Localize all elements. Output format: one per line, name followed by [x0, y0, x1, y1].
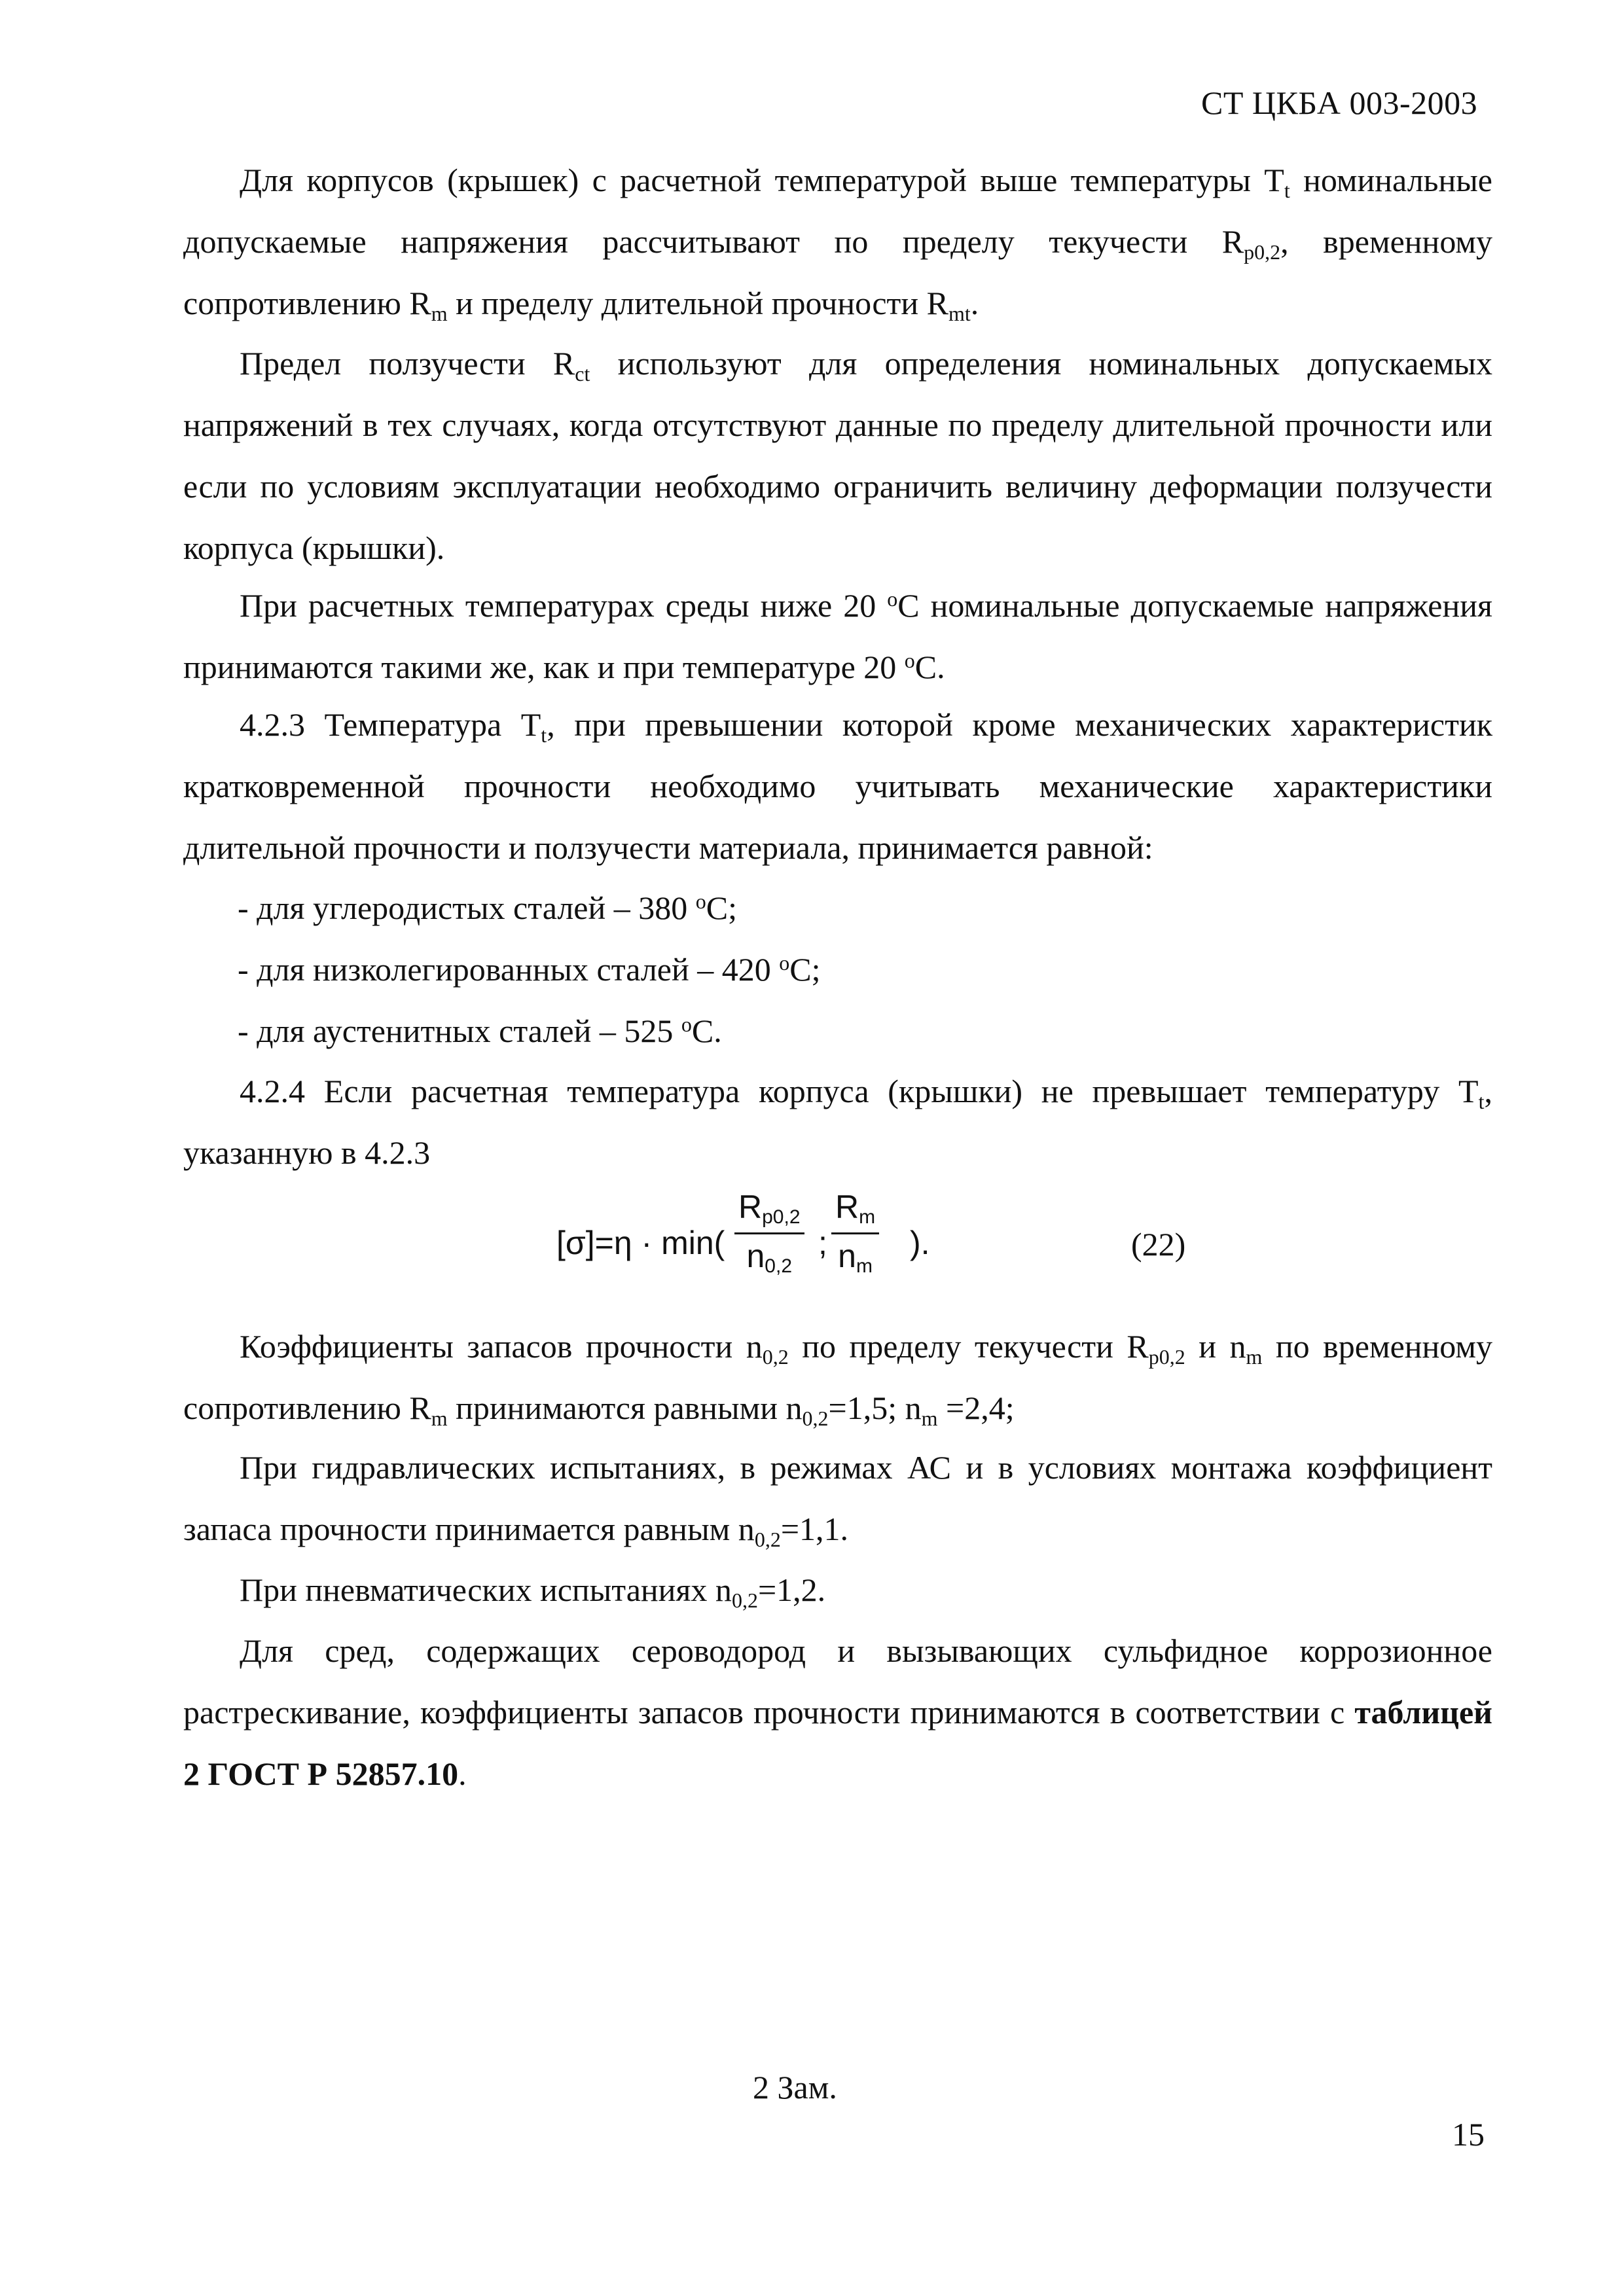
paragraph-design-temperature: Для корпусов (крышек) с расчетной температурой выше температуры $T_t$ номинальные допускаемые напряжения рассчитывают по пределу текучести $R_{p0,2}$, временному сопротивлению $R_m$ и пределу длительной прочности $R_{mt}$.	[183, 162, 1493, 325]
equation-number: (22)	[1131, 1226, 1186, 1263]
page-number: 15	[1452, 2116, 1485, 2153]
fraction-tensile: $R_m$ $n_m$	[831, 1188, 879, 1278]
section-4-2-4: 4.2.4 Если расчетная температура корпуса (крышки) не превышает температуру $T_t$, указанную в 4.2.3	[183, 1073, 1492, 1171]
paragraph-hydraulic-tests: При гидравлических испытаниях, в режимах АС и в условиях монтажа коэффициент запаса прочности принимается равным $n_{0,2}=1,1$.	[183, 1449, 1492, 1551]
section-4-2-3: 4.2.3 Температура $T_t$, при превышении которой кроме механических характеристик кратковременной прочности необходимо учитывать механические характеристики длительной прочности и ползучести материала, принимается равной:	[183, 706, 1492, 866]
standard-code: СТ ЦКБА 003-2003	[1201, 84, 1478, 121]
formula-close: ).	[910, 1225, 930, 1261]
paragraph-hydrogen-sulfide: Для сред, содержащих сероводород и вызывающих сульфидное коррозионное растрескивание, коэффициенты запасов прочности принимаются в соответствии с таблицей 2 ГОСТ Р 52857.10.	[183, 1632, 1492, 1792]
steel-temperature-list	[238, 877, 821, 1062]
paragraph-pneumatic-tests: При пневматических испытаниях $n_{0,2}=1,2$.	[240, 1571, 826, 1612]
formula-22	[556, 1188, 1211, 1306]
list-item: - для низколегированных сталей – 420 $^o$С;	[238, 951, 821, 988]
paragraph-safety-factors: Коэффициенты запасов прочности $n_{0,2}$ по пределу текучести $R_{p0,2}$ и $n_m$ по временному сопротивлению $R_m$ принимаются равными $n_{0,2}=1,5$; $n_m =2,4$;	[183, 1328, 1492, 1430]
gost-reference: таблицей 2 ГОСТ Р 52857.10	[183, 1694, 1492, 1792]
paragraph-low-temperature: При расчетных температурах среды ниже 20 $^o$С номинальные допускаемые напряжения принимаются такими же, как и при температуре 20 $^o$С.	[183, 587, 1493, 685]
formula-separator: ;	[818, 1225, 827, 1261]
list-item: - для аустенитных сталей – 525 $^o$С.	[238, 1013, 722, 1049]
paragraph-creep-limit: Предел ползучести $R_{ct}$ используют для определения номинальных допускаемых напряжений в тех случаях, когда отсутствуют данные по пределу длительной прочности или если по условиям эксплуатации необходимо ограничить величину деформации ползучести корпуса (крышки).	[183, 345, 1492, 566]
list-item: - для углеродистых сталей – 380 $^o$С;	[238, 889, 737, 926]
formula-lhs: [σ]=η · min(	[556, 1225, 725, 1261]
change-note: 2 Зам.	[753, 2069, 837, 2106]
fraction-yield: $R_{p0,2}$ $n_{0,2}$	[734, 1188, 804, 1278]
